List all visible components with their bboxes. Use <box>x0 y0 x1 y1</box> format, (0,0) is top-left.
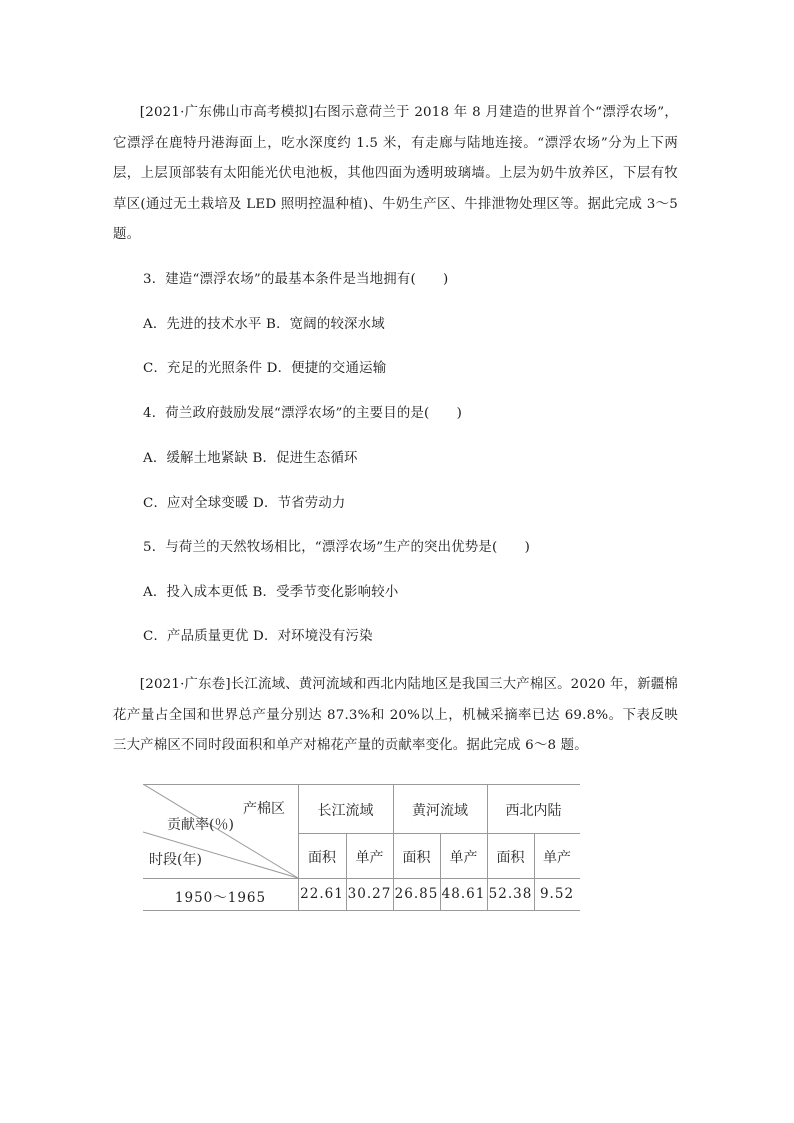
table-region-header: 长江流域 <box>317 803 374 819</box>
question-3-options-ab: A．先进的技术水平 B．宽阔的较深水域 <box>143 317 385 332</box>
table-subheader: 单产 <box>449 850 478 866</box>
table-cell: 22.61 <box>300 886 344 902</box>
question-3-options-cd: C．充足的光照条件 D．便捷的交通运输 <box>143 361 387 376</box>
table-cell: 9.52 <box>539 886 575 902</box>
table-cell: 26.85 <box>394 886 439 902</box>
table-corner-contribution-label: 贡献率(％) <box>167 817 234 833</box>
table-region-header: 西北内陆 <box>505 803 562 819</box>
question-5-options-cd: C．产品质量更优 D．对环境没有污染 <box>143 629 373 644</box>
table-subheader: 面积 <box>308 850 336 866</box>
question-5-options-ab: A．投入成本更低 B．受季节变化影响较小 <box>143 585 399 600</box>
question-4-options-cd: C．应对全球变暖 D．节省劳动力 <box>143 496 346 511</box>
table-subheader: 面积 <box>496 850 525 866</box>
passage-floating-farm: [2021·广东佛山市高考模拟]右图示意荷兰于 2018 年 8 月建造的世界首个“漂浮农场”，它漂浮在鹿特丹港海面上，吃水深度约 1.5 米，有走廊与陆地连接。“漂浮农场”分为上下两层，上层顶部装有太阳能光伏电池板，其他四面为透明玻璃墙。上层为奶牛放养区，下层有牧草区(通过无土栽培及 LED 照明控温种植)、牛奶生产区、牛排泄物处理区等。据此完成 3～5 题。 <box>113 105 678 242</box>
table-subheader-rule <box>298 833 580 834</box>
table-subheader: 单产 <box>355 850 384 866</box>
table-bottom-rule <box>143 910 580 911</box>
question-4-options-ab: A．缓解土地紧缺 B．促进生态循环 <box>143 451 358 466</box>
question-3-stem: 3．建造“漂浮农场”的最基本条件是当地拥有( ) <box>143 272 449 287</box>
table-cell: 48.61 <box>441 886 486 902</box>
passage-cotton: [2021·广东卷]长江流域、黄河流域和西北内陆地区是我国三大产棉区。2020 年，新疆棉花产量占全国和世界总产量分别达 87.3%和 20%以上，机械采摘率已达 69.8%。下表反映三大产棉区不同时段面积和单产对棉花产量的贡献率变化。据此完成 6～8 题。 <box>113 677 678 753</box>
table-cell: 52.38 <box>488 886 533 902</box>
table-subheader: 面积 <box>402 850 431 866</box>
table-region-header: 黄河流域 <box>412 803 468 819</box>
table-corner-period-label: 时段(年) <box>149 852 202 868</box>
cotton-contribution-table <box>143 784 580 911</box>
table-subheader: 单产 <box>543 850 571 866</box>
table-row-period: 1950～1965 <box>174 890 267 906</box>
question-5-stem: 5．与荷兰的天然牧场相比，“漂浮农场”生产的突出优势是( ) <box>143 540 531 555</box>
table-corner-region-label: 产棉区 <box>243 801 285 817</box>
question-4-stem: 4．荷兰政府鼓励发展“漂浮农场”的主要目的是( ) <box>143 406 463 421</box>
table-cell: 30.27 <box>347 886 392 902</box>
